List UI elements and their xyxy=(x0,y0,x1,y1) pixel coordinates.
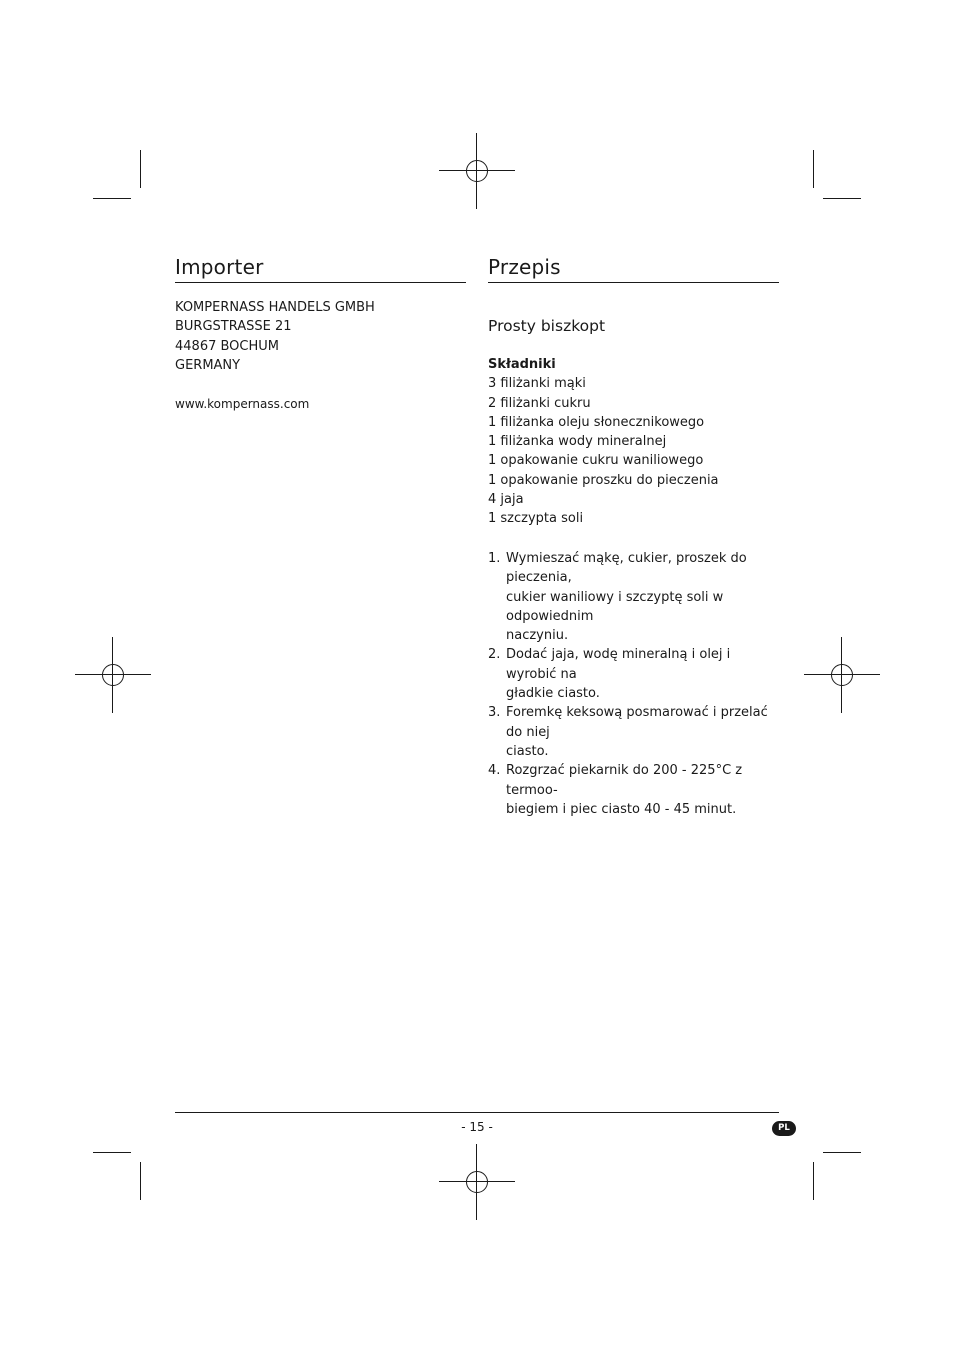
step-line: biegiem i piec ciasto 40 - 45 minut. xyxy=(506,801,737,817)
ingredient-item: 1 opakowanie proszku do pieczenia xyxy=(488,472,719,488)
ingredients-section xyxy=(488,355,780,529)
crop-mark xyxy=(823,198,861,199)
recipe-title: Prosty biszkopt xyxy=(488,317,606,335)
crop-mark xyxy=(140,150,141,188)
crop-mark xyxy=(813,1162,814,1200)
crop-mark xyxy=(93,198,131,199)
ingredient-item: 4 jaja xyxy=(488,492,524,508)
step-line: naczyniu. xyxy=(506,628,569,644)
registration-mark-left xyxy=(75,637,151,713)
importer-heading: Importer xyxy=(175,255,264,279)
crop-mark xyxy=(140,1162,141,1200)
importer-website: www.kompernass.com xyxy=(175,397,310,411)
recipe-step xyxy=(488,703,780,761)
crop-mark xyxy=(93,1152,131,1153)
ingredient-item: 2 filiżanki cukru xyxy=(488,395,591,411)
registration-mark-right xyxy=(804,637,880,713)
step-line: ciasto. xyxy=(506,743,549,759)
step-number: 1. xyxy=(488,551,501,566)
recipe-step xyxy=(488,761,780,819)
step-line: gładkie ciasto. xyxy=(506,686,600,702)
registration-mark-top xyxy=(439,133,515,209)
step-line: Rozgrzać piekarnik do 200 - 225°C z termoo- xyxy=(506,763,743,798)
recipe-heading: Przepis xyxy=(488,255,561,279)
recipe-step xyxy=(488,549,780,645)
recipe-heading-rule xyxy=(488,282,779,283)
ingredients-label: Składniki xyxy=(488,357,556,372)
page-number: - 15 - xyxy=(461,1120,493,1134)
ingredient-item: 3 filiżanki mąki xyxy=(488,376,586,392)
step-number: 3. xyxy=(488,705,501,721)
step-number: 2. xyxy=(488,647,501,663)
step-line: Wymieszać mąkę, cukier, proszek do pieczenia, xyxy=(506,551,747,586)
ingredient-item: 1 filiżanka oleju słonecznikowego xyxy=(488,414,705,430)
ingredient-item: 1 szczypta soli xyxy=(488,511,584,527)
recipe-steps xyxy=(488,549,780,819)
address-line: GERMANY xyxy=(175,357,241,373)
ingredient-item: 1 filiżanka wody mineralnej xyxy=(488,434,667,450)
recipe-step xyxy=(488,645,780,703)
language-badge: PL xyxy=(772,1121,796,1136)
registration-mark-bottom xyxy=(439,1144,515,1220)
step-line: cukier waniliowy i szczyptę soli w odpowiednim xyxy=(506,589,724,624)
address-line: 44867 BOCHUM xyxy=(175,338,279,354)
footer-rule xyxy=(175,1112,779,1113)
crop-mark xyxy=(823,1152,861,1153)
importer-address xyxy=(175,298,465,375)
step-number: 4. xyxy=(488,763,501,779)
ingredient-item: 1 opakowanie cukru waniliowego xyxy=(488,453,704,469)
importer-heading-rule xyxy=(175,282,466,283)
address-line: BURGSTRASSE 21 xyxy=(175,319,292,335)
step-line: Foremkę keksową posmarować i przelać do niej xyxy=(506,705,768,740)
crop-mark xyxy=(813,150,814,188)
address-line: KOMPERNASS HANDELS GMBH xyxy=(175,300,375,315)
step-line: Dodać jaja, wodę mineralną i olej i wyrobić na xyxy=(506,647,731,682)
